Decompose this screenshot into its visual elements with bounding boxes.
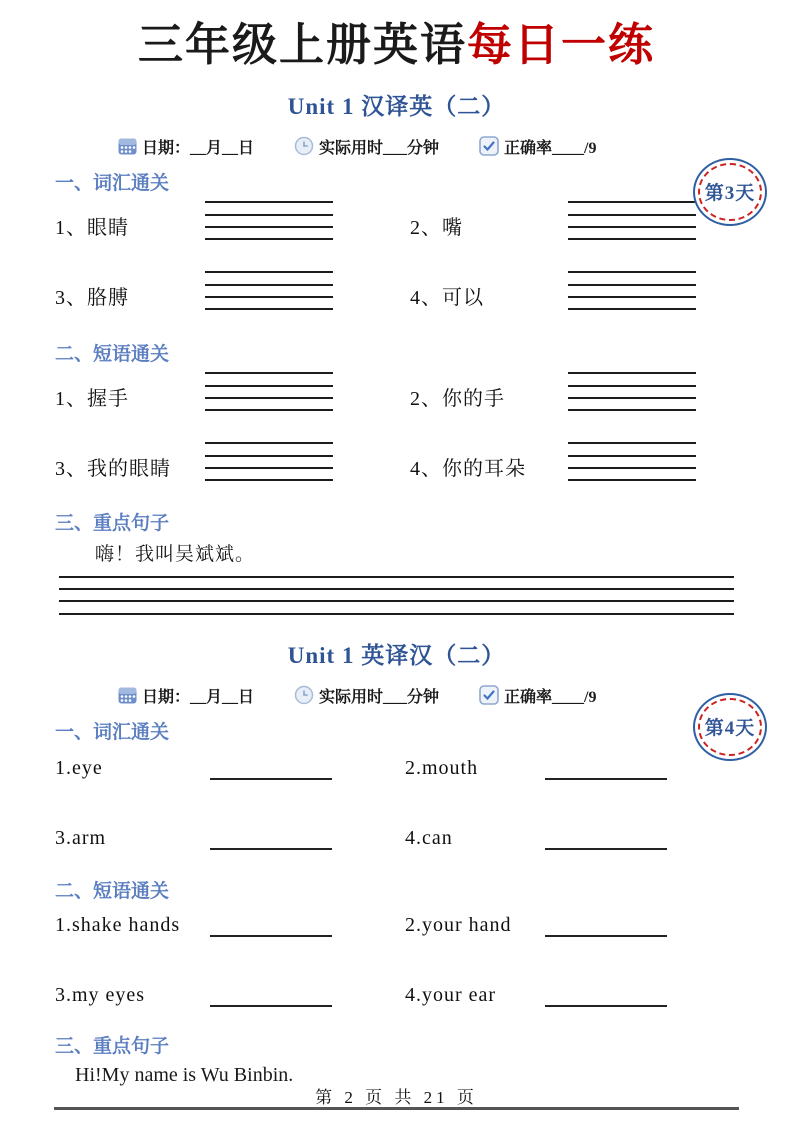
vocab-item: 2、嘴 <box>410 217 463 240</box>
answer-blank <box>210 754 332 780</box>
day-badge-label: 第3天 <box>704 183 756 205</box>
writing-line <box>568 455 696 457</box>
unit-section-yingyihan <box>0 637 793 1110</box>
sentence-heading: 三、重点句子 <box>55 1035 170 1057</box>
time-label: 实际用时___分钟 <box>319 688 440 706</box>
writing-line <box>568 409 696 411</box>
writing-line <box>205 442 333 444</box>
checkbox-icon <box>479 136 499 156</box>
writing-line <box>568 296 696 298</box>
writing-line <box>568 284 696 286</box>
unit-title: Unit 1 汉译英（二） <box>287 93 506 119</box>
accuracy-label: 正确率____/9 <box>504 688 597 706</box>
answer-blank <box>210 981 332 1007</box>
writing-line <box>568 214 696 216</box>
phrase-row <box>55 979 793 1007</box>
meta-time <box>294 684 439 707</box>
phrase-item: 1.shake hands <box>55 913 181 936</box>
meta-row <box>118 135 793 158</box>
page-footer: 第 2 页 共 21 页 <box>315 1088 478 1107</box>
sentence-text: 嗨！我叫吴斌斌。 <box>95 543 256 565</box>
phrase-heading: 二、短语通关 <box>55 880 170 902</box>
sentence-text: Hi!My name is Wu Binbin. <box>75 1063 294 1086</box>
writing-lines-area <box>568 372 696 411</box>
day-badge <box>693 158 767 226</box>
writing-line <box>59 576 734 578</box>
writing-line <box>205 372 333 374</box>
writing-lines-area <box>568 201 696 240</box>
answer-blank <box>545 754 667 780</box>
vocab-item: 3.arm <box>55 826 107 849</box>
meta-time <box>294 135 439 158</box>
vocab-row <box>55 822 793 850</box>
clock-icon <box>294 136 314 156</box>
writing-lines-area <box>205 271 333 310</box>
meta-accuracy <box>479 684 596 707</box>
page-title-black: 三年级上册英语 <box>137 20 467 70</box>
vocab-item: 2.mouth <box>405 756 479 779</box>
phrase-row <box>55 442 793 482</box>
writing-line <box>568 385 696 387</box>
phrase-item: 4.your ear <box>405 983 497 1006</box>
writing-line <box>205 214 333 216</box>
day-badge-label: 第4天 <box>704 718 756 740</box>
phrase-heading: 二、短语通关 <box>55 343 170 365</box>
phrase-item: 2、你的手 <box>410 388 505 411</box>
vocab-item: 4.can <box>405 826 453 849</box>
writing-line <box>568 479 696 481</box>
vocab-heading: 一、词汇通关 <box>55 721 170 743</box>
writing-line <box>568 442 696 444</box>
writing-line <box>205 271 333 273</box>
unit-title: Unit 1 英译汉（二） <box>287 642 506 668</box>
writing-line <box>59 600 734 602</box>
checkbox-icon <box>479 685 499 705</box>
writing-line <box>205 409 333 411</box>
phrase-item: 2.your hand <box>405 913 512 936</box>
vocab-heading: 一、词汇通关 <box>55 172 170 194</box>
page-title <box>0 0 793 72</box>
writing-line <box>568 372 696 374</box>
phrase-item: 4、你的耳朵 <box>410 458 526 481</box>
vocab-row <box>55 201 793 241</box>
writing-line <box>205 296 333 298</box>
accuracy-label: 正确率____/9 <box>504 139 597 157</box>
writing-line <box>59 613 734 615</box>
meta-accuracy <box>479 135 596 158</box>
writing-lines-area <box>205 201 333 240</box>
writing-lines-area <box>205 372 333 411</box>
writing-line <box>205 238 333 240</box>
vocab-row <box>55 271 793 311</box>
writing-line <box>205 284 333 286</box>
meta-date <box>118 684 254 707</box>
writing-line <box>205 226 333 228</box>
sentence-heading: 三、重点句子 <box>55 512 170 534</box>
calendar-icon <box>118 686 137 704</box>
writing-lines-area <box>568 271 696 310</box>
date-label: 日期：__月__日 <box>142 688 255 706</box>
phrase-row <box>55 909 793 937</box>
phrase-row <box>55 372 793 412</box>
vocab-item: 1.eye <box>55 756 103 779</box>
writing-line <box>205 201 333 203</box>
meta-date <box>118 135 254 158</box>
time-label: 实际用时___分钟 <box>319 139 440 157</box>
writing-line <box>568 271 696 273</box>
calendar-icon <box>118 137 137 155</box>
writing-line <box>205 479 333 481</box>
writing-line <box>568 201 696 203</box>
writing-line <box>205 385 333 387</box>
unit-section-hanyiying <box>0 88 793 615</box>
vocab-item: 1、眼睛 <box>55 217 129 240</box>
vocab-row <box>55 752 793 780</box>
writing-lines-area <box>568 442 696 481</box>
phrase-item: 3、我的眼睛 <box>55 458 171 481</box>
writing-line <box>205 455 333 457</box>
writing-lines-area <box>205 442 333 481</box>
writing-line <box>568 226 696 228</box>
clock-icon <box>294 685 314 705</box>
answer-blank <box>545 981 667 1007</box>
writing-line <box>205 467 333 469</box>
vocab-item: 4、可以 <box>410 287 484 310</box>
writing-line <box>568 308 696 310</box>
writing-line <box>568 238 696 240</box>
answer-blank <box>210 911 332 937</box>
phrase-item: 1、握手 <box>55 388 129 411</box>
page-title-red: 每日一练 <box>467 20 656 70</box>
writing-line <box>205 308 333 310</box>
phrase-item: 3.my eyes <box>55 983 146 1006</box>
writing-line <box>568 467 696 469</box>
writing-line <box>568 397 696 399</box>
day-badge <box>693 693 767 761</box>
writing-line <box>205 397 333 399</box>
answer-blank <box>545 911 667 937</box>
meta-row <box>118 684 793 707</box>
date-label: 日期：__月__日 <box>142 139 255 157</box>
writing-line <box>59 588 734 590</box>
answer-blank <box>210 824 332 850</box>
vocab-item: 3、胳膊 <box>55 287 129 310</box>
sentence-writing-lines <box>59 576 734 615</box>
answer-blank <box>545 824 667 850</box>
